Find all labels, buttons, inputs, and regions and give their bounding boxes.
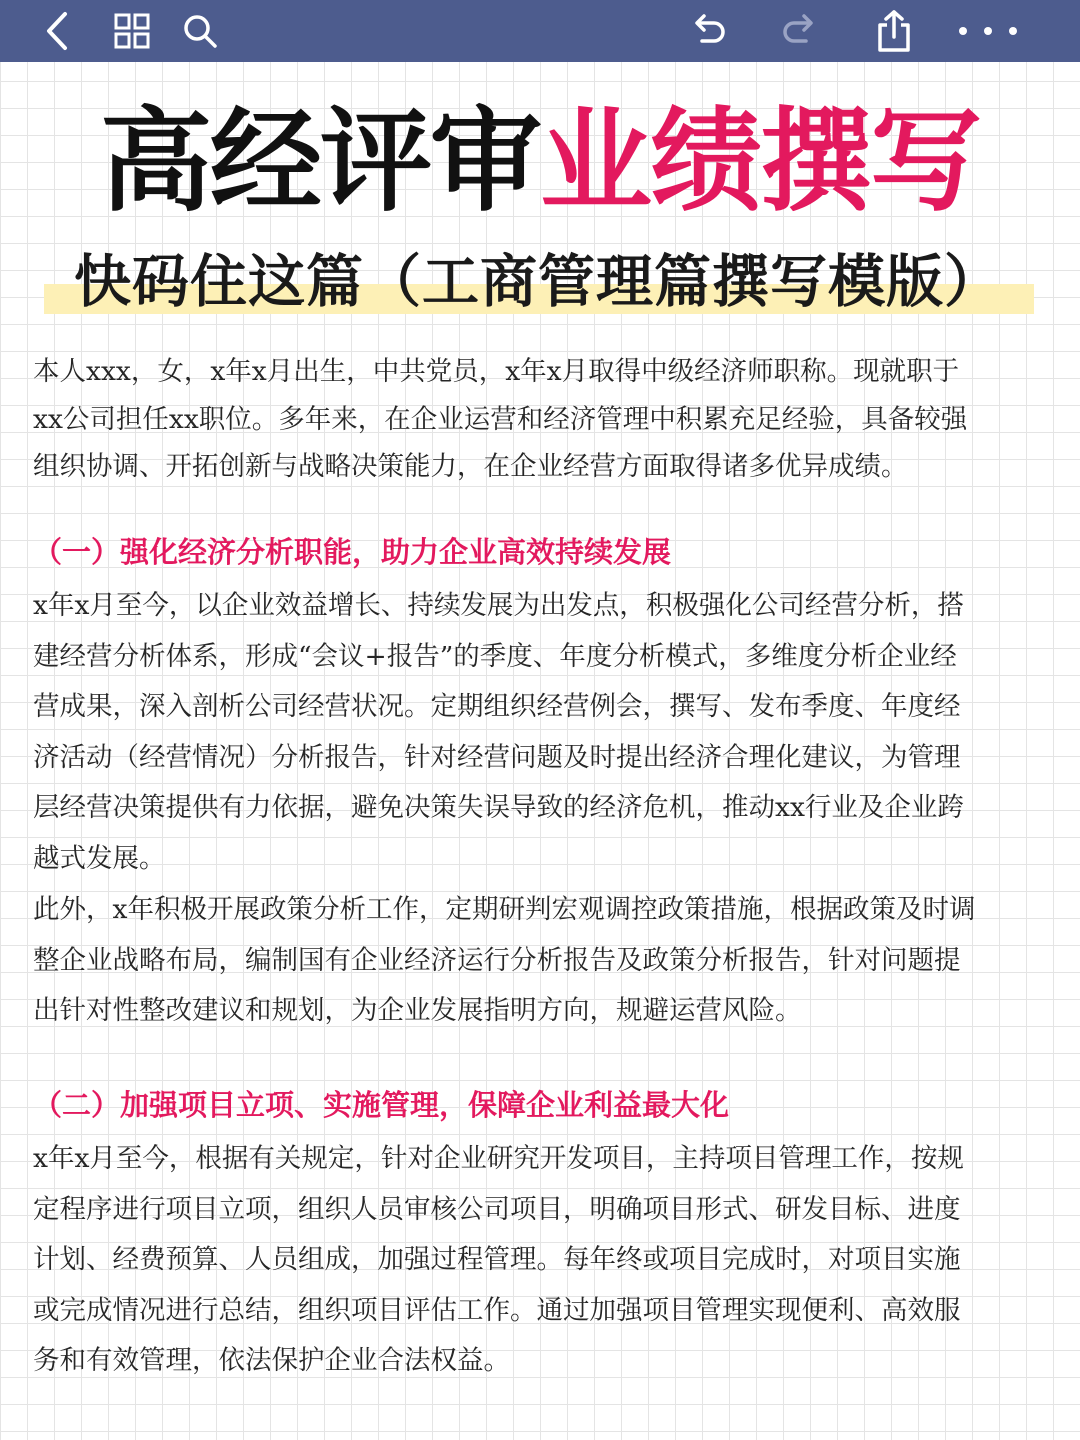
text-line: 定程序进行项目立项，组织人员审核公司项目，明确项目形式、研发目标、进度	[33, 1193, 961, 1225]
text-line: 营成果，深入剖析公司经营状况。定期组织经营例会，撰写、发布季度、年度经	[33, 691, 961, 722]
share-icon	[874, 9, 914, 53]
search-button[interactable]	[172, 0, 228, 62]
back-button[interactable]	[30, 0, 86, 62]
text-line: 计划、经费预算、人员组成，加强过程管理。每年终或项目完成时，对项目实施	[33, 1244, 961, 1275]
text-line: 整企业战略布局，编制国有企业经济运行分析报告及政策分析报告，针对问题提	[33, 944, 961, 976]
section-2-paragraph-1	[33, 1134, 1049, 1387]
redo-button[interactable]	[772, 0, 828, 62]
text-line: x年x月至今，以企业效益增长、持续发展为出发点，积极强化公司经营分析，搭	[33, 590, 964, 621]
subtitle-block	[40, 240, 1036, 326]
text-line: x年x月至今，根据有关规定，针对企业研究开发项目，主持项目管理工作，按规	[33, 1143, 964, 1174]
share-button[interactable]	[866, 0, 922, 62]
grid-button[interactable]	[104, 0, 160, 62]
title-part-black: 高经评审	[100, 97, 540, 227]
section-1-paragraph-1	[33, 581, 1049, 884]
text-line: 务和有效管理，依法保护企业合法权益。	[33, 1345, 510, 1376]
redo-icon	[780, 11, 820, 51]
undo-icon	[688, 11, 728, 51]
text-line: 越式发展。	[33, 842, 166, 874]
text-line: 组织协调、开拓创新与战略决策能力，在企业经营方面取得诸多优异成绩。	[33, 451, 908, 482]
chevron-left-icon	[43, 11, 73, 51]
text-line: 层经营决策提供有力依据，避免决策失误导致的经济危机，推动xx行业及企业跨	[33, 792, 964, 823]
page-title	[0, 92, 1080, 232]
intro-paragraph	[33, 348, 1049, 491]
search-icon	[182, 13, 218, 49]
section-heading-1: （一）强化经济分析职能，助力企业高效持续发展	[33, 535, 672, 569]
undo-button[interactable]	[680, 0, 736, 62]
more-dots-icon	[953, 24, 1023, 38]
grid-icon	[114, 13, 150, 49]
title-part-pink: 业绩撰写	[540, 97, 980, 227]
more-button[interactable]	[948, 0, 1028, 62]
top-toolbar	[0, 0, 1080, 62]
text-line: 出针对性整改建议和规划，为企业发展指明方向，规避运营风险。	[33, 995, 802, 1026]
text-line: 或完成情况进行总结，组织项目评估工作。通过加强项目管理实现便利、高效服	[33, 1294, 961, 1326]
text-line: 建经营分析体系，形成“会议+报告”的季度、年度分析模式，多维度分析企业经	[33, 640, 957, 672]
subtitle: 快码住这篇（工商管理篇撰写模版）	[74, 248, 1002, 315]
section-heading-2: （二）加强项目立项、实施管理，保障企业利益最大化	[33, 1088, 730, 1122]
text-line: xx公司担任xx职位。多年来，在企业运营和经济管理中积累充足经验，具备较强	[33, 403, 968, 435]
text-line: 此外，x年积极开展政策分析工作，定期研判宏观调控政策措施，根据政策及时调	[33, 894, 976, 925]
text-line: 本人xxx，女，x年x月出生，中共党员，x年x月取得中级经济师职称。现就职于	[33, 356, 960, 387]
text-line: 济活动（经营情况）分析报告，针对经营问题及时提出经济合理化建议，为管理	[33, 741, 961, 773]
section-1-paragraph-2	[33, 885, 1049, 1037]
